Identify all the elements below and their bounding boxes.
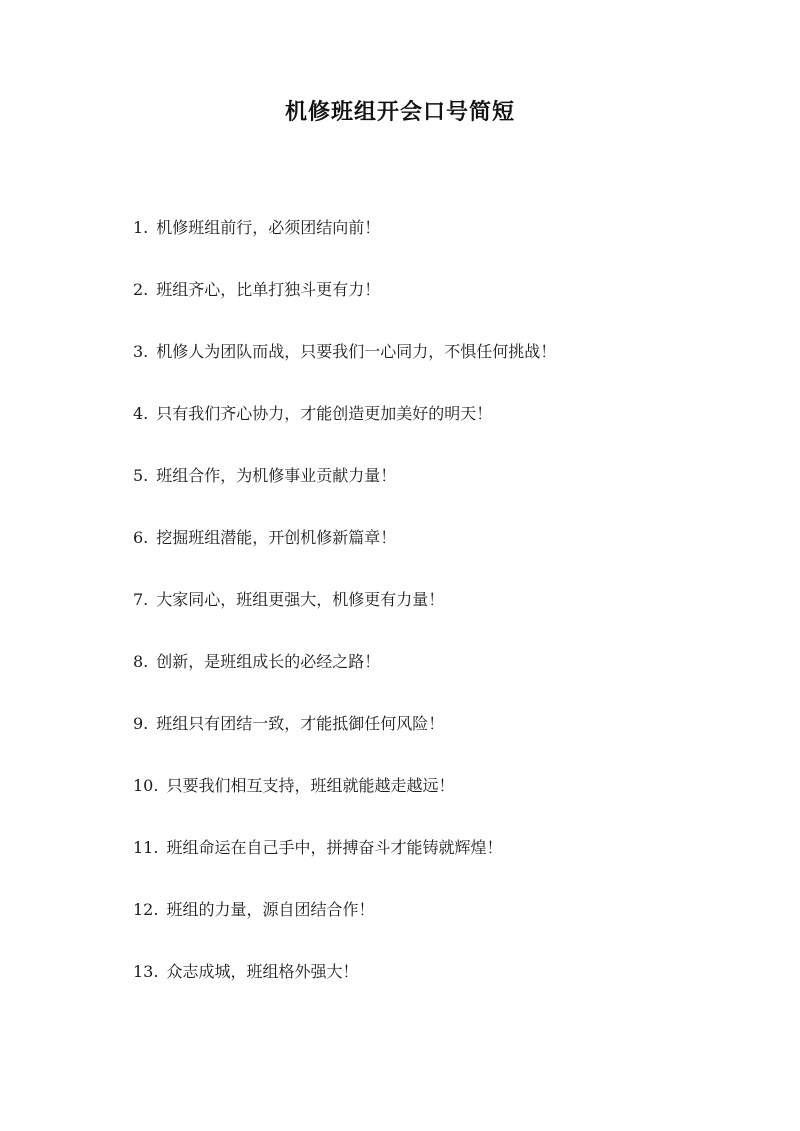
item-number: 6. (133, 528, 149, 547)
item-text: 机修人为团队而战，只要我们一心同力，不惧任何挑战！ (156, 342, 557, 361)
item-number: 12. (133, 900, 159, 919)
item-number: 7. (133, 590, 149, 609)
item-number: 1. (133, 218, 149, 237)
list-item (133, 647, 693, 709)
item-number: 4. (133, 404, 149, 423)
list-item (133, 585, 693, 647)
item-text: 班组齐心，比单打独斗更有力！ (156, 280, 381, 299)
list-item (133, 213, 693, 275)
list-item (133, 771, 693, 833)
item-text: 机修班组前行，必须团结向前！ (156, 218, 381, 237)
item-number: 13. (133, 962, 159, 981)
item-text: 挖掘班组潜能，开创机修新篇章！ (156, 528, 397, 547)
list-item (133, 523, 693, 585)
item-number: 8. (133, 652, 149, 671)
item-text: 创新，是班组成长的必经之路！ (156, 652, 381, 671)
list-item (133, 337, 693, 399)
page-title: 机修班组开会口号简短 (284, 99, 515, 125)
item-text: 班组的力量，源自团结合作！ (166, 900, 375, 919)
item-number: 10. (133, 776, 159, 795)
list-item (133, 399, 693, 461)
list-item (133, 895, 693, 957)
item-text: 只要我们相互支持，班组就能越走越远！ (166, 776, 455, 795)
item-text: 班组命运在自己手中，拼搏奋斗才能铸就辉煌！ (166, 838, 503, 857)
item-number: 2. (133, 280, 149, 299)
item-number: 3. (133, 342, 149, 361)
item-text: 只有我们齐心协力，才能创造更加美好的明天！ (156, 404, 493, 423)
list-item (133, 833, 693, 895)
item-text: 大家同心，班组更强大，机修更有力量！ (156, 590, 445, 609)
item-number: 11. (133, 838, 159, 857)
item-number: 5. (133, 466, 149, 485)
item-text: 班组合作，为机修事业贡献力量！ (156, 466, 397, 485)
item-text: 班组只有团结一致，才能抵御任何风险！ (156, 714, 445, 733)
list-item (133, 957, 693, 1019)
list-item (133, 275, 693, 337)
list-item (133, 709, 693, 771)
slogan-list (133, 213, 693, 1019)
list-item (133, 461, 693, 523)
item-text: 众志成城，班组格外强大！ (166, 962, 359, 981)
item-number: 9. (133, 714, 149, 733)
